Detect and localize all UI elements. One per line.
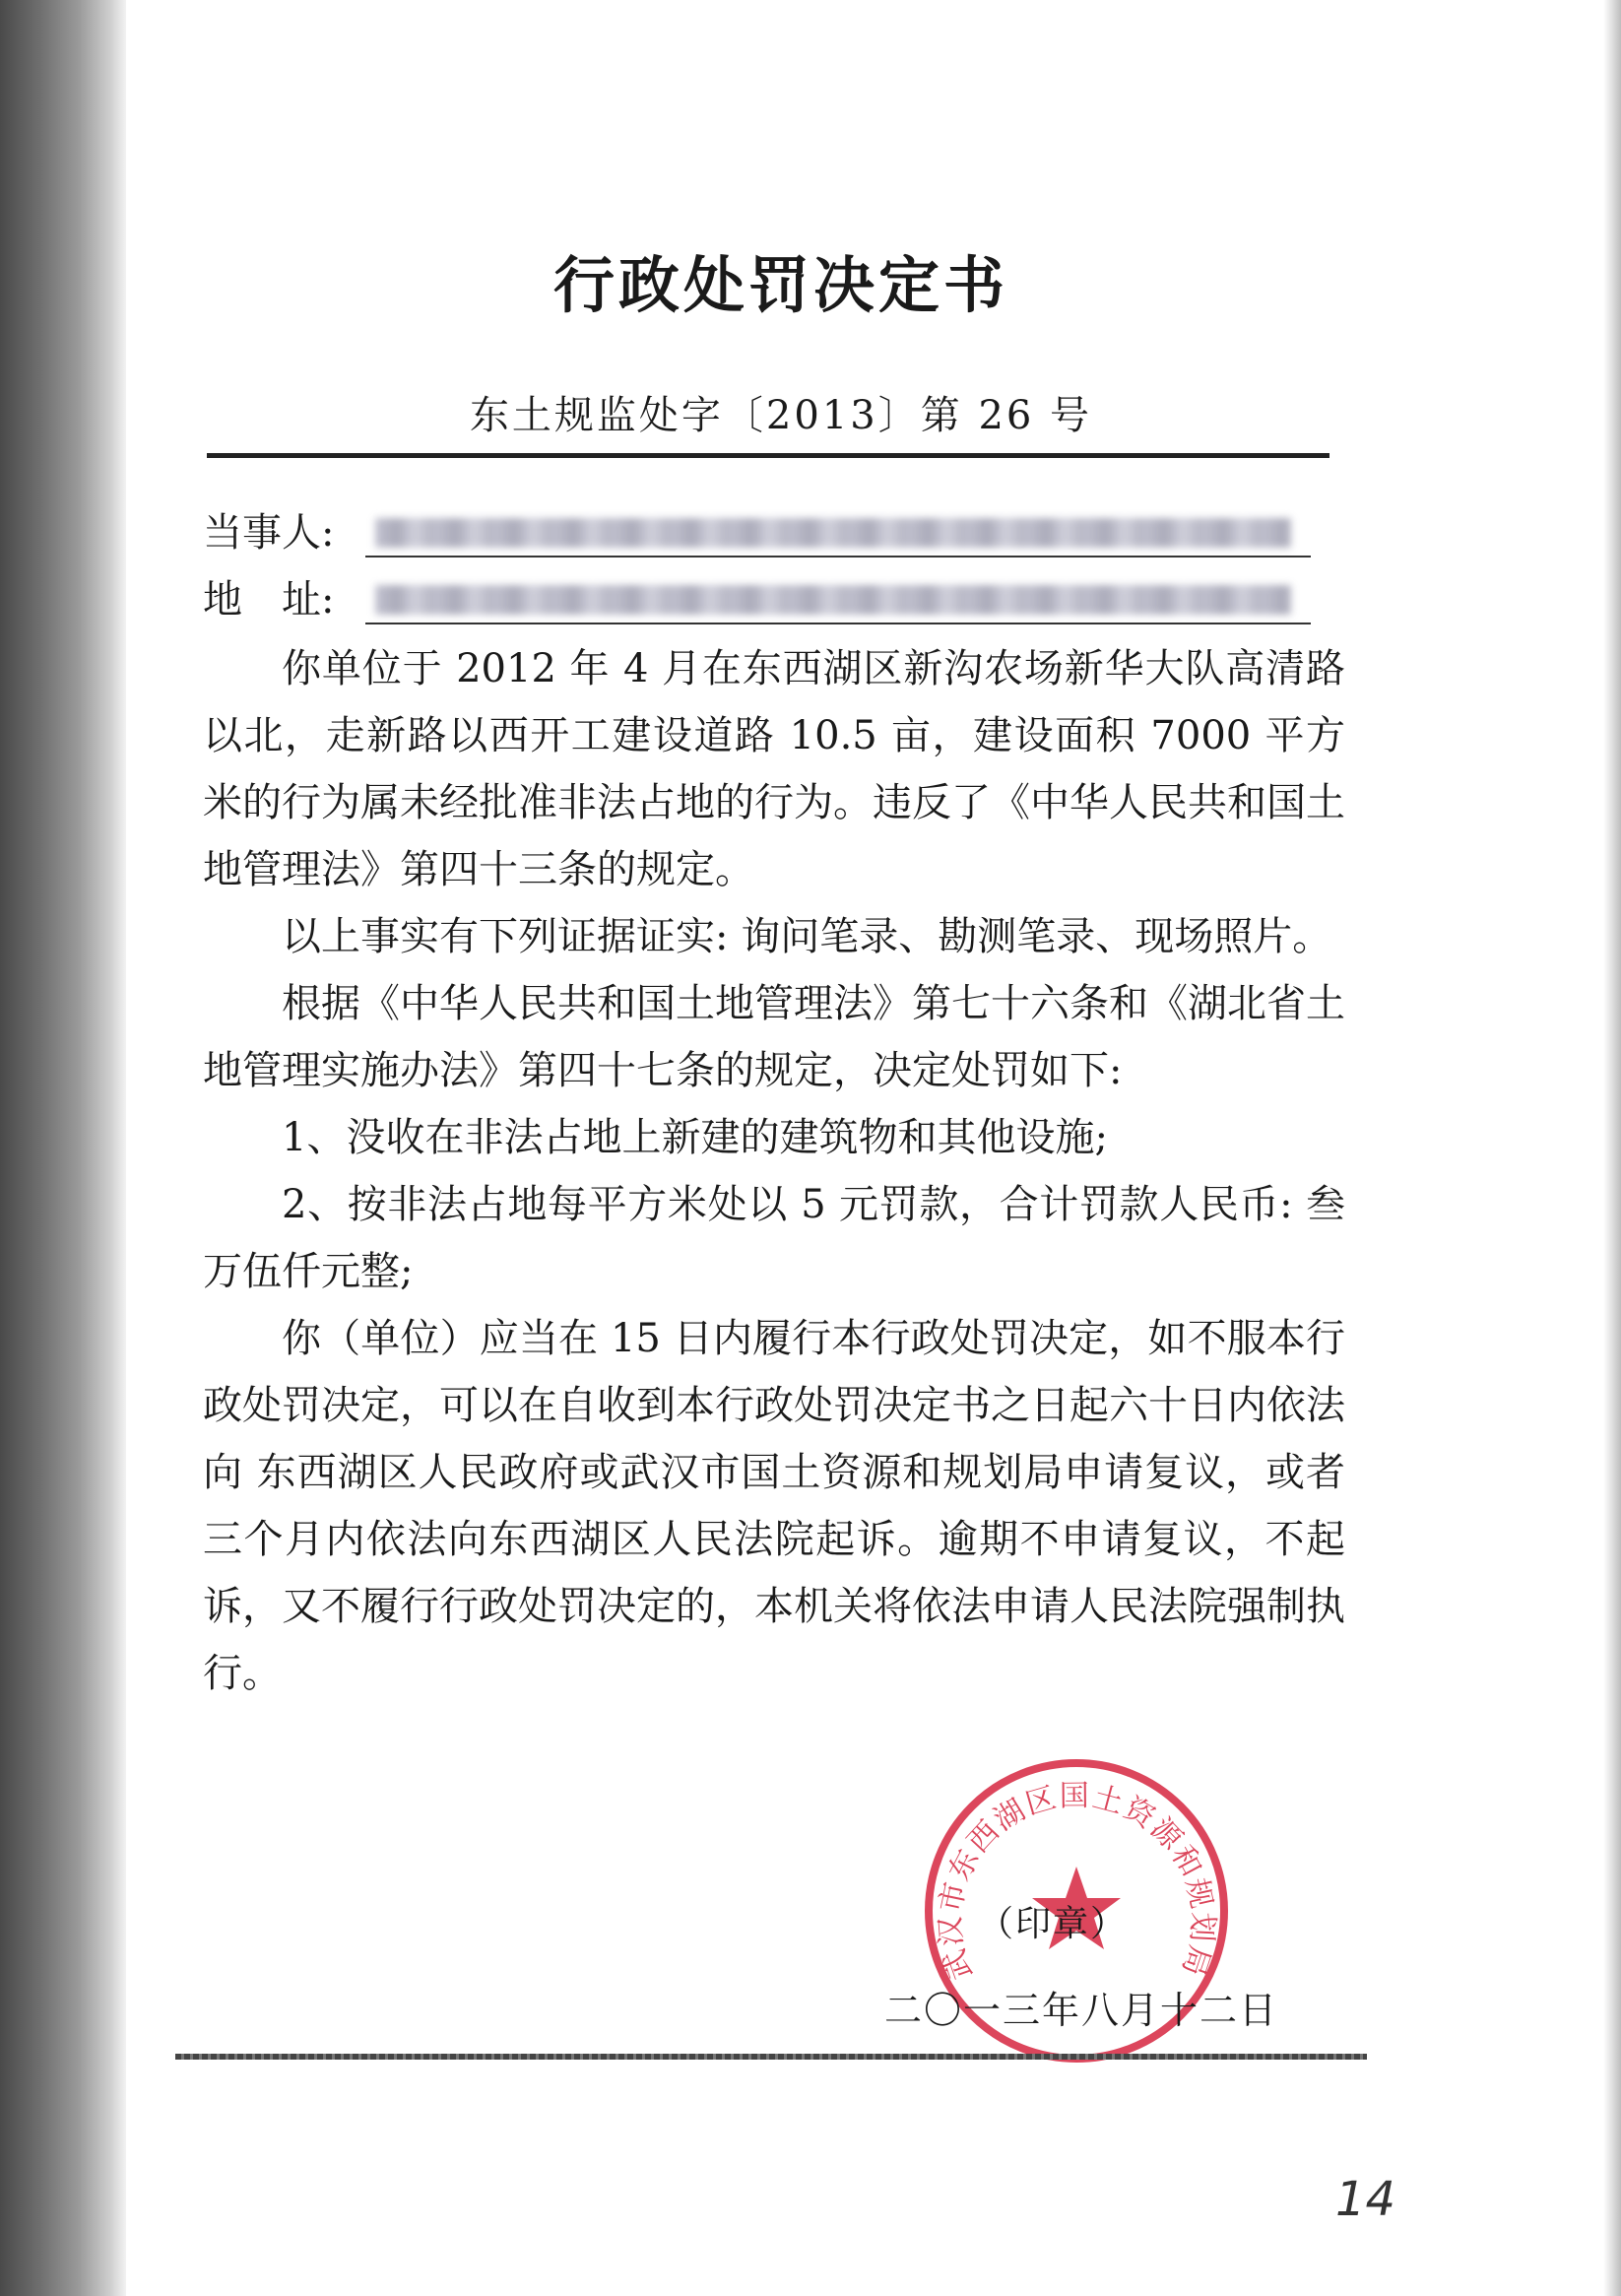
document-body [203,635,1345,1707]
paragraph-penalty-1: 1、没收在非法占地上新建的建筑物和其他设施; [282,1115,1108,1160]
party-redacted [365,512,1311,558]
party-label: 当事人: [203,510,335,556]
footer-rule [175,2054,1367,2060]
scan-right-edge [1603,0,1621,2296]
paragraph-rights: 你（单位）应当在 15 日内履行本行政处罚决定，如不服本行政处罚决定，可以在自收到本行政处罚决定书之日起六十日内依法向 东西湖区人民政府或武汉市国土资源和规划局申请复议，或者三个月内依法向东西湖区人民法院起诉。逾期不申请复议，不起诉，又不履行行政处罚决定的，本机关将依法申请人民法院强制执行。 [203,1316,1345,1696]
paragraph-facts: 你单位于 2012 年 4 月在东西湖区新沟农场新华大队高清路以北，走新路以西开工建设道路 10.5 亩，建设面积 7000 平方米的行为属未经批准非法占地的行为。违反了《中华人民共和国土地管理法》第四十三条的规定。 [203,646,1345,892]
paragraph-penalty-2: 2、按非法占地每平方米处以 5 元罚款，合计罚款人民币: 叁万伍仟元整; [203,1182,1345,1294]
document-date: 二〇一三年八月十二日 [884,1989,1279,2032]
paragraph-evidence: 以上事实有下列证据证实: 询问笔录、勘测笔录、现场照片。 [282,914,1332,959]
document-title: 行政处罚决定书 [552,249,1008,321]
document-number: 东土规监处字〔2013〕第 26 号 [469,393,1093,438]
document-page [126,0,1603,2296]
address-row [203,569,1311,624]
party-row [203,502,1311,558]
seal-note: （印章） [978,1904,1129,1944]
paragraph-basis: 根据《中华人民共和国土地管理法》第七十六条和《湖北省土地管理实施办法》第四十七条的规定，决定处罚如下: [203,981,1345,1093]
address-label: 地 址: [203,577,335,623]
seal-ring-text: 武汉市东西湖区国土资源和规划局 [933,1779,1220,1985]
handwritten-page-number: 14 [1335,2172,1396,2227]
scan-left-edge [0,0,126,2296]
address-redacted [365,579,1311,624]
header-rule [207,453,1329,458]
